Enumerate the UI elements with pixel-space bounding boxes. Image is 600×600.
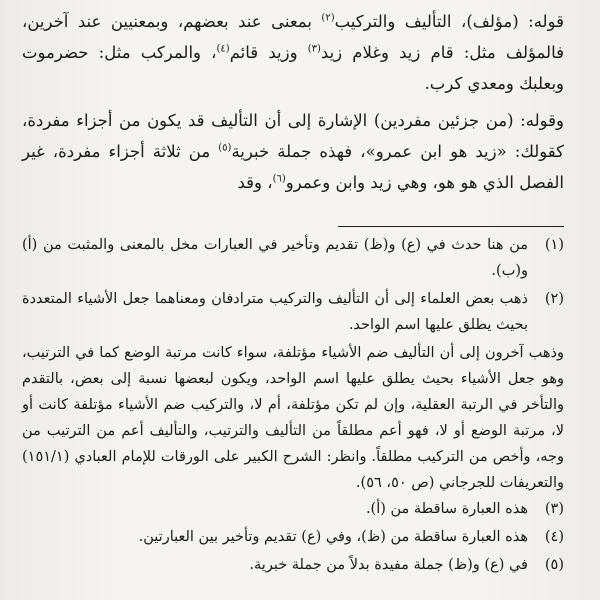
footnote-text: هذه العبارة ساقطة من (ظ)، وفي (ع) تقديم وتأخير بين العبارتين.	[138, 529, 528, 545]
footnote-number: (٣)	[544, 501, 564, 517]
footnote-text: ذهب بعض العلماء إلى أن التأليف والتركيب مترادفان ومعناهما جعل الأشياء المتعددة بحيث يطلق عليها اسم الواحد.	[22, 291, 528, 333]
paragraph-1-text-c: وزيد قائم	[229, 43, 308, 62]
footnote-3	[22, 496, 564, 522]
footnote-4	[22, 524, 564, 550]
paragraph-2	[22, 105, 564, 198]
footnote-number: (٤)	[544, 529, 564, 545]
footnote-1	[22, 232, 564, 284]
footnote-number: (٥)	[544, 557, 564, 573]
footnote-2-continuation	[22, 340, 564, 496]
footnote-text: من هنا حدث في (ع) و(ظ) تقديم وتأخير في العبارات مخل بالمعنى والمثبت من (أ) و(ب).	[22, 237, 528, 279]
footnote-text: في (ع) و(ظ) جملة مفيدة بدلاً من جملة خبرية.	[249, 557, 528, 573]
paragraph-1	[22, 6, 564, 99]
footnote-ref-4: (٤)	[216, 43, 230, 55]
footnote-ref-3: (٣)	[307, 43, 321, 55]
paragraph-2-text-a: وقوله: (من جزئين مفردين) الإشارة إلى أن التأليف قد يكون من أجزاء مفردة، كقولك: «زيد هو ابن عمرو»، فهذه جملة خبرية	[22, 111, 564, 161]
footnote-text: هذه العبارة ساقطة من (أ).	[365, 501, 528, 517]
paragraph-1-text-a: قوله: (مؤلف)، التأليف والتركيب	[334, 12, 564, 31]
paragraph-2-text-c: ، وقد	[237, 173, 273, 192]
main-text	[22, 6, 564, 204]
footnotes	[22, 232, 564, 580]
footnote-ref-2: (٢)	[321, 12, 335, 24]
footnote-text: وذهب آخرون إلى أن التأليف ضم الأشياء مؤتلفة، سواء كانت مرتبة الوضع كما في الترتيب، وهو جعل الأشياء بحيث يطلق عليها اسم الواحد، ويكون لبعضها نسبة إلى بعض، بالتقدم والتأخر في الرتبة العقلية، وإن لم تكن مؤتلفة، أم لا، والتركيب ضم الأشياء مؤتلفة كانت أو لا، مرتبة الوضع أو لا، فهو أعم مطلقاً من التأليف والترتيب، والتأليف أعم من الترتيب من وجه، وأخص من التركيب مطلقاً. وانظر: الشرح الكبير على الورقات للإمام العبادي (١٥١/١) والتعريفات للجرجاني (ص ٥٠، ٥٦).	[22, 345, 564, 491]
footnote-number: (١)	[544, 237, 564, 253]
paragraph-1-text-d: ، والمركب مثل: حضرموت وبعلبك ومعدي كرب.	[22, 43, 564, 93]
footnote-5	[22, 552, 564, 578]
paragraph-1-text-b: بمعنى عند بعضهم، وبمعنيين عند آخرين، فالمؤلف مثل: قام زيد وغلام زيد	[22, 12, 564, 62]
footnote-separator	[338, 226, 564, 227]
footnote-2	[22, 286, 564, 338]
footnote-ref-5: (٥)	[218, 142, 232, 154]
footnote-number: (٢)	[544, 291, 564, 307]
footnote-ref-6: (٦)	[272, 173, 286, 185]
paragraph-2-text-b: من ثلاثة أجزاء مفردة، غير الفصل الذي هو هو، وهي زيد وابن وعمرو	[22, 142, 564, 192]
